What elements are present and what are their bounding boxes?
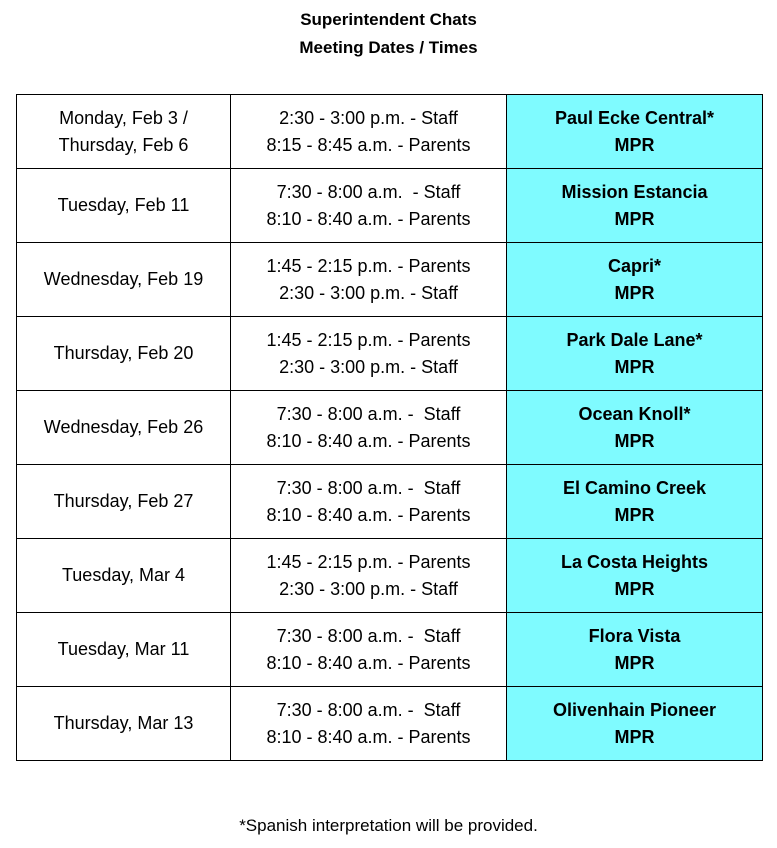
date-cell [17, 613, 231, 687]
page-title: Superintendent Chats [300, 10, 477, 29]
time-cell [231, 317, 507, 391]
page-subtitle: Meeting Dates / Times [299, 38, 478, 57]
room-name: MPR [614, 208, 655, 229]
school-name: Park Dale Lane* [566, 329, 703, 350]
school-name: Ocean Knoll* [578, 403, 691, 424]
date-cell [17, 539, 231, 613]
date-line: Monday, Feb 3 / [59, 107, 188, 128]
date-line: Wednesday, Feb 26 [43, 417, 204, 437]
location-cell [507, 687, 763, 761]
time-line: 8:10 - 8:40 a.m. - Parents [266, 504, 471, 525]
date-line: Thursday, Feb 27 [53, 491, 194, 511]
page-header [0, 6, 777, 62]
date-cell [17, 169, 231, 243]
date-cell [17, 317, 231, 391]
table-row [17, 391, 763, 465]
location-cell [507, 539, 763, 613]
time-cell [231, 465, 507, 539]
date-line: Tuesday, Mar 4 [61, 565, 186, 585]
school-name: Mission Estancia [561, 181, 708, 202]
school-name: Olivenhain Pioneer [552, 699, 717, 720]
time-line: 2:30 - 3:00 p.m. - Staff [279, 282, 458, 303]
location-cell [507, 465, 763, 539]
room-name: MPR [614, 282, 655, 303]
room-name: MPR [614, 134, 655, 155]
time-cell [231, 95, 507, 169]
table-row [17, 95, 763, 169]
time-line: 7:30 - 8:00 a.m. - Staff [276, 625, 461, 646]
location-cell [507, 243, 763, 317]
time-line: 8:10 - 8:40 a.m. - Parents [266, 726, 471, 747]
date-cell [17, 391, 231, 465]
date-line: Tuesday, Mar 11 [57, 639, 190, 659]
room-name: MPR [614, 726, 655, 747]
time-line: 8:10 - 8:40 a.m. - Parents [266, 652, 471, 673]
time-line: 1:45 - 2:15 p.m. - Parents [266, 551, 471, 572]
room-name: MPR [614, 504, 655, 525]
table-row [17, 539, 763, 613]
room-name: MPR [614, 356, 655, 377]
date-cell [17, 95, 231, 169]
location-cell [507, 613, 763, 687]
time-line: 8:10 - 8:40 a.m. - Parents [266, 208, 471, 229]
date-line: Thursday, Mar 13 [53, 713, 194, 733]
school-name: El Camino Creek [562, 477, 707, 498]
table-row [17, 317, 763, 391]
time-line: 7:30 - 8:00 a.m. - Staff [276, 403, 461, 424]
time-line: 1:45 - 2:15 p.m. - Parents [266, 329, 471, 350]
time-line: 7:30 - 8:00 a.m. - Staff [276, 181, 461, 202]
time-line: 7:30 - 8:00 a.m. - Staff [276, 699, 461, 720]
date-cell [17, 687, 231, 761]
time-line: 7:30 - 8:00 a.m. - Staff [276, 477, 461, 498]
location-cell [507, 169, 763, 243]
table-row [17, 687, 763, 761]
time-line: 2:30 - 3:00 p.m. - Staff [279, 578, 458, 599]
room-name: MPR [614, 578, 655, 599]
location-cell [507, 391, 763, 465]
school-name: La Costa Heights [560, 551, 709, 572]
room-name: MPR [614, 652, 655, 673]
date-cell [17, 243, 231, 317]
time-line: 8:10 - 8:40 a.m. - Parents [266, 430, 471, 451]
table-row [17, 465, 763, 539]
schedule-body [17, 95, 763, 761]
time-line: 8:15 - 8:45 a.m. - Parents [266, 134, 471, 155]
time-line: 2:30 - 3:00 p.m. - Staff [279, 356, 458, 377]
time-cell [231, 613, 507, 687]
room-name: MPR [614, 430, 655, 451]
time-cell [231, 169, 507, 243]
time-line: 2:30 - 3:00 p.m. - Staff [279, 107, 458, 128]
table-row [17, 169, 763, 243]
date-line: Wednesday, Feb 19 [43, 269, 204, 289]
date-line: Thursday, Feb 6 [58, 134, 189, 155]
time-line: 1:45 - 2:15 p.m. - Parents [266, 255, 471, 276]
table-row [17, 243, 763, 317]
location-cell [507, 95, 763, 169]
date-cell [17, 465, 231, 539]
time-cell [231, 539, 507, 613]
time-cell [231, 687, 507, 761]
school-name: Paul Ecke Central* [554, 107, 715, 128]
date-line: Thursday, Feb 20 [53, 343, 194, 363]
time-cell [231, 243, 507, 317]
school-name: Capri* [607, 255, 661, 276]
footnote: *Spanish interpretation will be provided. [239, 816, 538, 835]
time-cell [231, 391, 507, 465]
table-row [17, 613, 763, 687]
date-line: Tuesday, Feb 11 [57, 195, 190, 215]
location-cell [507, 317, 763, 391]
meeting-schedule-table [16, 94, 763, 761]
school-name: Flora Vista [588, 625, 681, 646]
